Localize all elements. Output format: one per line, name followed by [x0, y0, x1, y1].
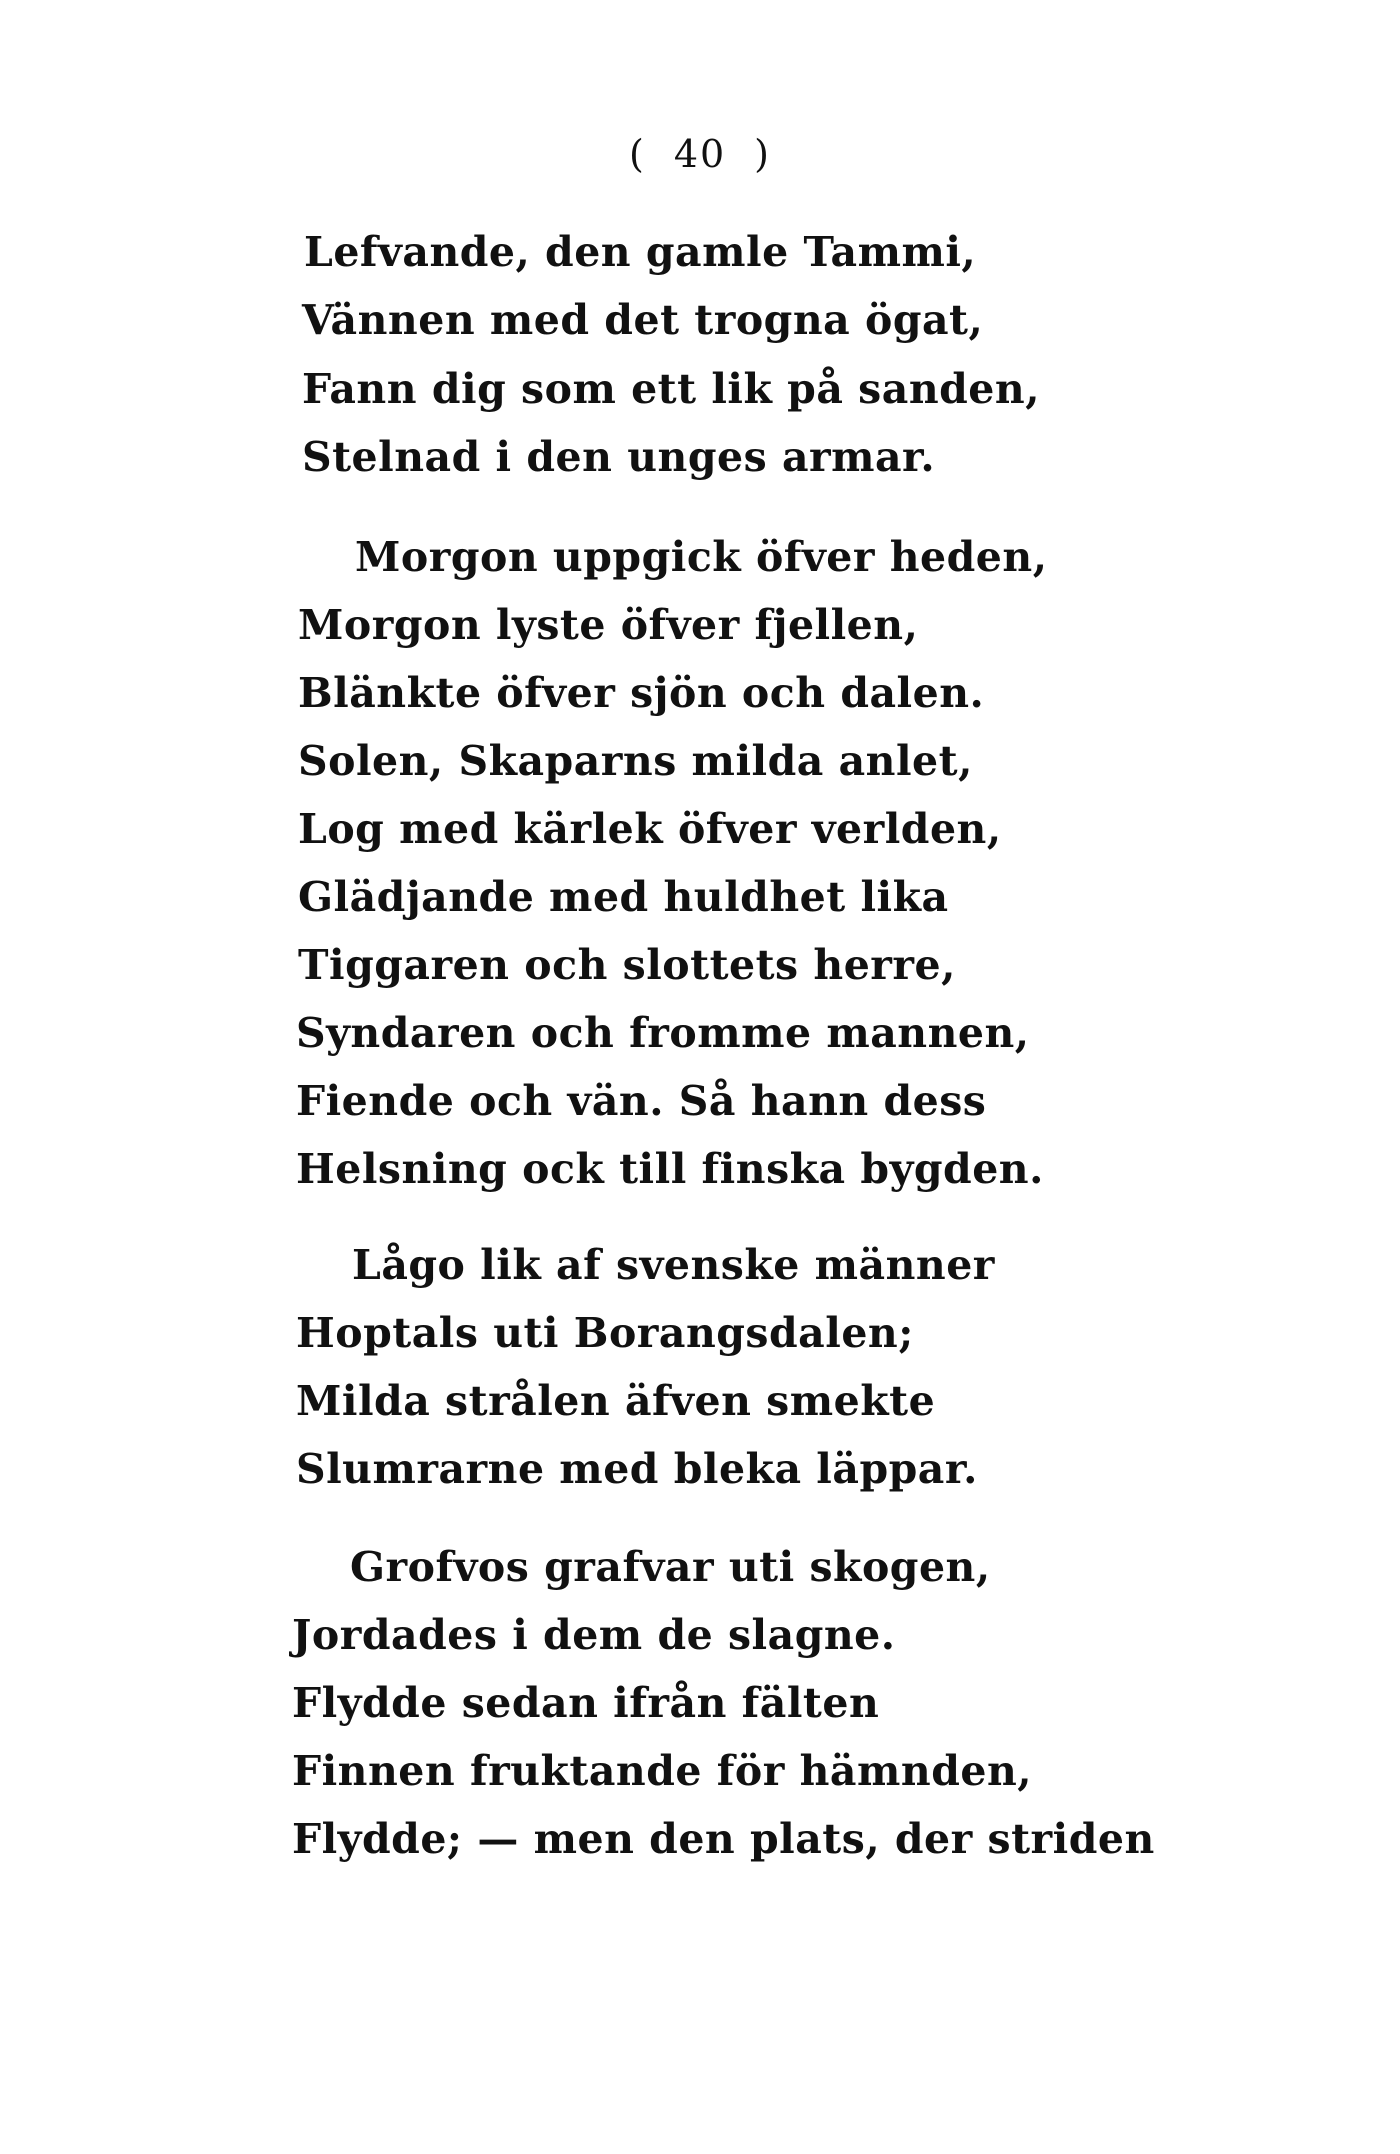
page-number — [0, 132, 1400, 176]
poem-line: Grofvos grafvar uti skogen, — [350, 1543, 991, 1591]
poem-line: Log med kärlek öfver verlden, — [298, 805, 1002, 853]
poem-line: Morgon uppgick öfver heden, — [355, 533, 1048, 581]
poem-line: Flydde; — men den plats, der striden — [292, 1815, 1155, 1863]
poem-line: Slumrarne med bleka läppar. — [296, 1445, 978, 1493]
poem-line: Jordades i dem de slagne. — [292, 1611, 896, 1659]
poem-line: Milda strålen äfven smekte — [296, 1377, 936, 1425]
poem-line: Lefvande, den gamle Tammi, — [304, 228, 977, 276]
poem-line: Tiggaren och slottets herre, — [298, 941, 956, 989]
poem-line: Blänkte öfver sjön och dalen. — [298, 669, 985, 717]
poem-line: Helsning ock till finska bygden. — [296, 1145, 1044, 1193]
poem-line: Fiende och vän. Så hann dess — [296, 1077, 987, 1125]
poem-line: Solen, Skaparns milda anlet, — [298, 737, 973, 785]
page-number-value: 40 — [673, 132, 727, 176]
poem-line: Fann dig som ett lik på sanden, — [302, 365, 1040, 413]
poem-line: Lågo lik af svenske männer — [352, 1241, 995, 1289]
page-number-open-paren: ( — [628, 132, 646, 176]
poem-line: Vännen med det trogna ögat, — [302, 296, 984, 344]
poem-line: Flydde sedan ifrån fälten — [292, 1679, 880, 1727]
poem-line: Glädjande med huldhet lika — [298, 873, 949, 921]
poem-line: Finnen fruktande för hämnden, — [292, 1747, 1033, 1795]
page-number-close-paren: ) — [754, 132, 771, 176]
poem-line: Stelnad i den unges armar. — [302, 433, 936, 481]
poem-line: Morgon lyste öfver fjellen, — [298, 601, 919, 649]
poem-line: Hoptals uti Borangsdalen; — [296, 1309, 914, 1357]
poem-line: Syndaren och fromme mannen, — [296, 1009, 1030, 1057]
